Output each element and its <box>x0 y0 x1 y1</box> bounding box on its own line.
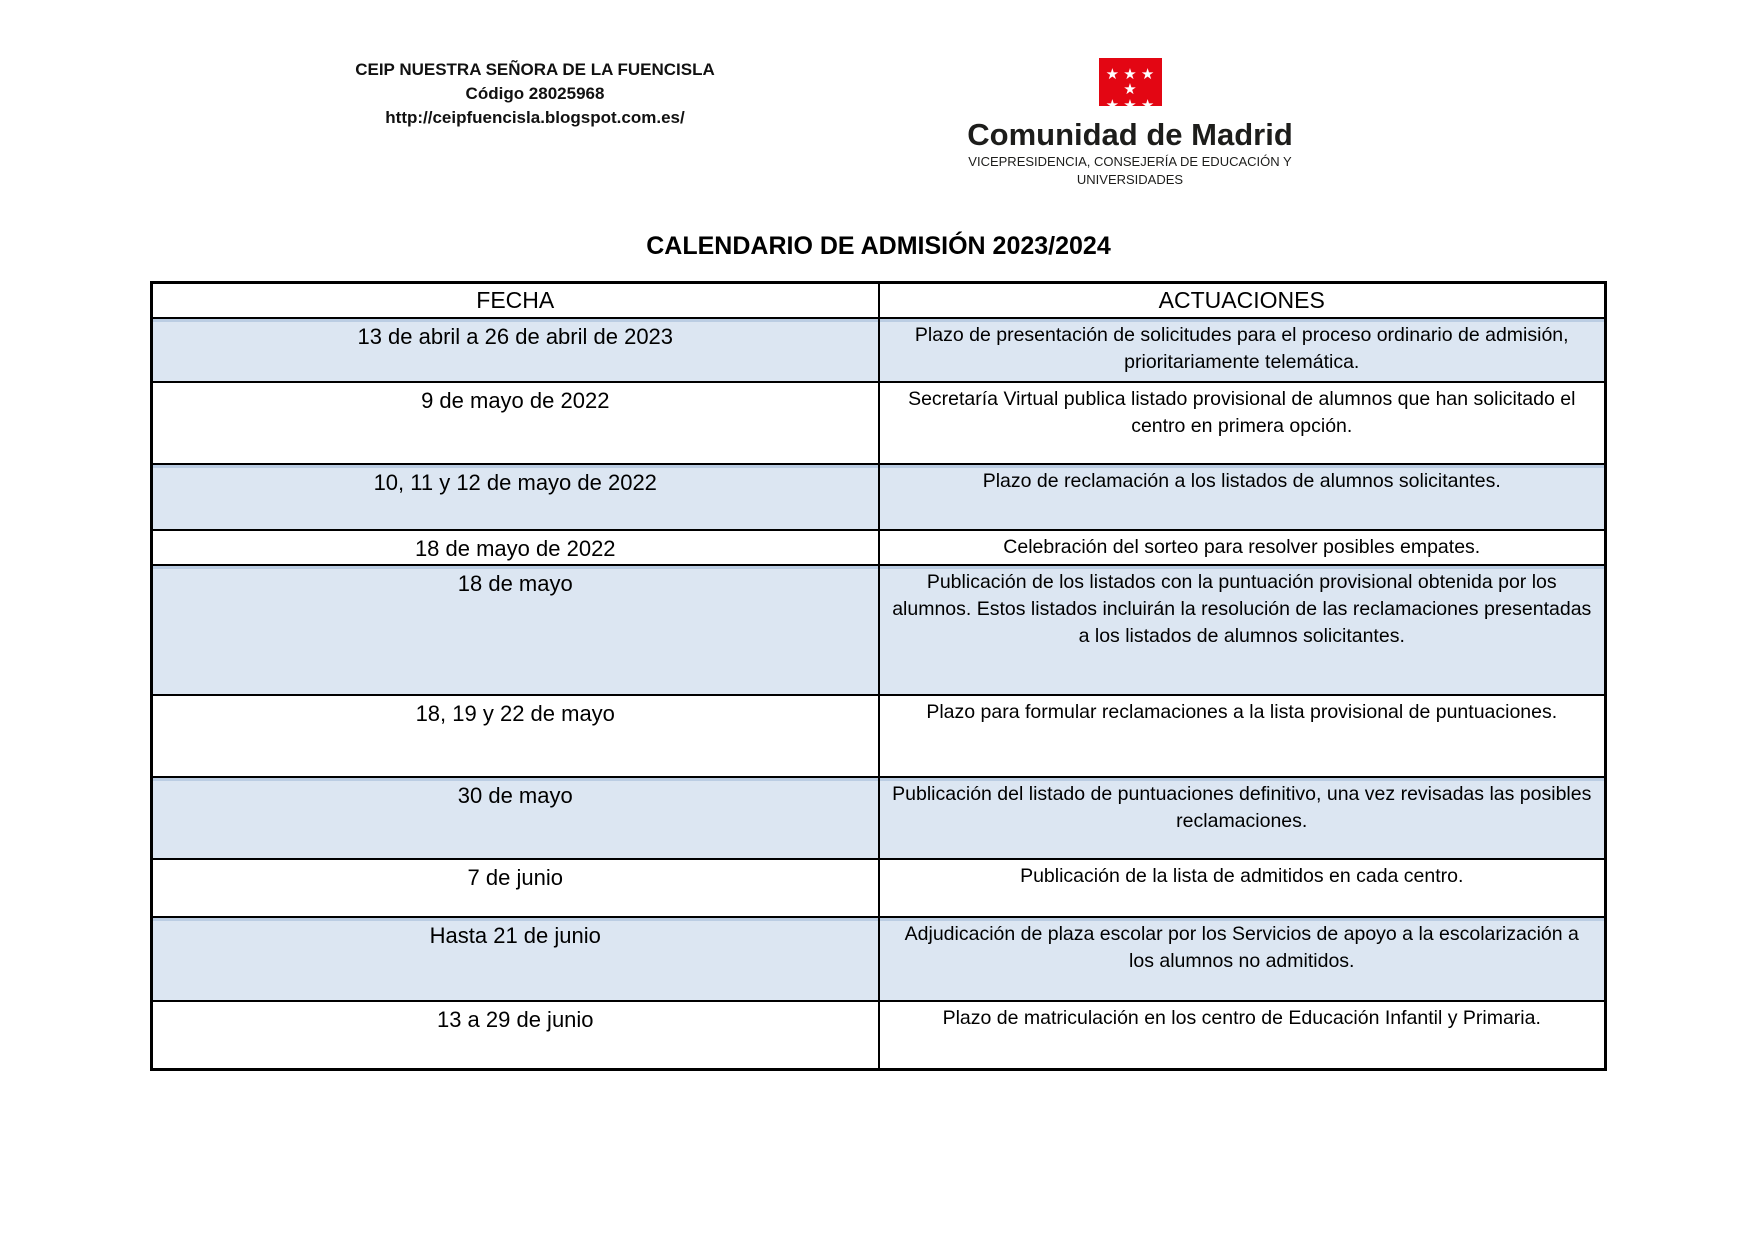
table-row <box>152 859 1606 917</box>
table-row <box>152 695 1606 777</box>
actuacion-cell: Plazo para formular reclamaciones a la lista provisional de puntuaciones. <box>879 695 1606 777</box>
fecha-cell: 18 de mayo <box>152 565 879 695</box>
admission-calendar-table <box>150 281 1607 1071</box>
column-header-fecha: FECHA <box>152 283 879 319</box>
fecha-cell: Hasta 21 de junio <box>152 917 879 1001</box>
table-header-row <box>152 283 1606 319</box>
fecha-cell: 7 de junio <box>152 859 879 917</box>
school-url: http://ceipfuencisla.blogspot.com.es/ <box>385 108 685 127</box>
fecha-cell: 18 de mayo de 2022 <box>152 530 879 565</box>
table-row <box>152 565 1606 695</box>
actuacion-cell: Publicación de los listados con la puntuación provisional obtenida por los alumnos. Estos listados incluirán la resolución de las reclamaciones presentadas a los listados de alumnos solicitantes. <box>879 565 1606 695</box>
actuacion-cell: Plazo de reclamación a los listados de alumnos solicitantes. <box>879 464 1606 530</box>
fecha-cell: 13 de abril a 26 de abril de 2023 <box>152 318 879 382</box>
column-header-actuaciones: ACTUACIONES <box>879 283 1606 319</box>
fecha-cell: 18, 19 y 22 de mayo <box>152 695 879 777</box>
flag-stars-bottom: ★ ★ ★ <box>1105 97 1155 114</box>
logo-department-line2: UNIVERSIDADES <box>1076 172 1184 187</box>
school-letterhead <box>300 58 770 130</box>
logo-org-name: Comunidad de Madrid <box>967 117 1293 152</box>
school-name: CEIP NUESTRA SEÑORA DE LA FUENCISLA <box>355 60 715 79</box>
school-code: Código 28025968 <box>465 84 605 103</box>
actuacion-cell: Plazo de matriculación en los centro de Educación Infantil y Primaria. <box>879 1001 1606 1070</box>
flag-stars-top: ★ ★ ★ ★ <box>1105 66 1155 98</box>
actuacion-cell: Publicación de la lista de admitidos en cada centro. <box>879 859 1606 917</box>
actuacion-cell: Celebración del sorteo para resolver posibles empates. <box>879 530 1606 565</box>
table-row <box>152 464 1606 530</box>
table-row <box>152 917 1606 1001</box>
logo-department-line1: VICEPRESIDENCIA, CONSEJERÍA DE EDUCACIÓN Y <box>968 154 1292 169</box>
table-row <box>152 382 1606 464</box>
fecha-cell: 9 de mayo de 2022 <box>152 382 879 464</box>
comunidad-madrid-logo <box>890 58 1370 188</box>
page-title: CALENDARIO DE ADMISIÓN 2023/2024 <box>646 232 1111 260</box>
actuacion-cell: Publicación del listado de puntuaciones definitivo, una vez revisadas las posibles reclamaciones. <box>879 777 1606 859</box>
table-row <box>152 318 1606 382</box>
fecha-cell: 13 a 29 de junio <box>152 1001 879 1070</box>
table-row <box>152 777 1606 859</box>
table-row <box>152 1001 1606 1070</box>
fecha-cell: 30 de mayo <box>152 777 879 859</box>
actuacion-cell: Secretaría Virtual publica listado provisional de alumnos que han solicitado el centro en primera opción. <box>879 382 1606 464</box>
fecha-cell: 10, 11 y 12 de mayo de 2022 <box>152 464 879 530</box>
table-row <box>152 530 1606 565</box>
actuacion-cell: Plazo de presentación de solicitudes para el proceso ordinario de admisión, prioritariamente telemática. <box>879 318 1606 382</box>
actuacion-cell: Adjudicación de plaza escolar por los Servicios de apoyo a la escolarización a los alumnos no admitidos. <box>879 917 1606 1001</box>
madrid-flag-icon <box>1099 58 1162 114</box>
